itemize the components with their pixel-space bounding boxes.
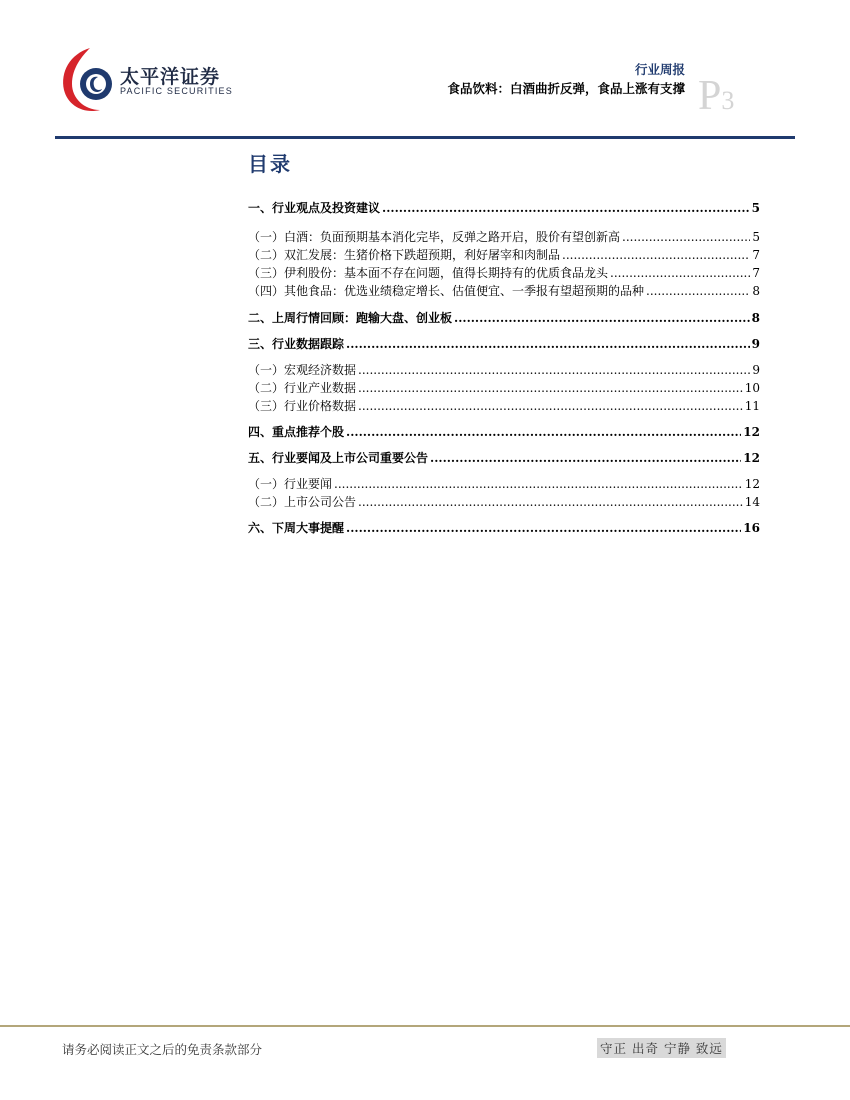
toc-entry[interactable] [248, 398, 760, 414]
toc-entry-page: 11 [744, 399, 760, 413]
logo-english-name: PACIFIC SECURITIES [120, 86, 233, 96]
toc-entry-number: （一） [248, 230, 285, 244]
toc-entry-label: 行业观点及投资建议 [272, 201, 381, 215]
header-divider [55, 136, 795, 139]
footer-disclaimer: 请务必阅读正文之后的免责条款部分 [62, 1042, 263, 1057]
page-number: 3 [721, 86, 735, 115]
logo-chinese-name: 太平洋证券 [120, 66, 221, 88]
toc-entry[interactable] [248, 200, 760, 216]
toc-entry-label: 上市公司公告 [284, 495, 357, 509]
toc-leader-dots [334, 476, 743, 492]
toc-entry-page: 8 [751, 311, 760, 325]
toc-entry-page: 9 [752, 363, 760, 377]
toc-entry[interactable] [248, 494, 760, 510]
toc-entry-label: 行业产业数据 [284, 381, 357, 395]
toc-entry-label: 双汇发展：生猪价格下跌超预期，利好屠宰和肉制品 [284, 248, 561, 262]
toc-leader-dots [358, 362, 750, 378]
toc-entry-page: 5 [751, 201, 760, 215]
toc-entry-page: 5 [752, 230, 760, 244]
report-type: 行业周报 [634, 62, 685, 77]
toc-entry-label: 行业要闻及上市公司重要公告 [272, 451, 429, 465]
toc-entry-page: 8 [752, 284, 760, 298]
toc-entry-label: 行业要闻 [284, 477, 333, 491]
toc-entry-number: 六、 [248, 521, 273, 535]
toc-entry[interactable] [248, 476, 760, 492]
toc-entry-label: 上周行情回顾：跑输大盘、创业板 [272, 311, 453, 325]
company-logo-icon [60, 46, 116, 114]
toc-entry-page: 16 [743, 521, 760, 535]
toc-entry[interactable] [248, 265, 760, 281]
toc-entry-number: （四） [248, 284, 285, 298]
toc-entry[interactable] [248, 283, 760, 299]
toc-entry-number: （一） [248, 477, 285, 491]
toc-entry-number: 一、 [248, 201, 273, 215]
toc-entry[interactable] [248, 247, 760, 263]
toc-entry-page: 10 [744, 381, 760, 395]
toc-entry-number: （二） [248, 248, 285, 262]
toc-leader-dots [358, 380, 743, 396]
footer-motto: 守正 出奇 宁静 致远 [597, 1038, 726, 1058]
toc-entry-label: 其他食品：优选业绩稳定增长、估值便宜、一季报有望超预期的品种 [284, 284, 645, 298]
toc-entry[interactable] [248, 450, 760, 466]
toc-entry-number: （三） [248, 266, 285, 280]
footer-divider [0, 1025, 850, 1027]
toc-entry-number: 二、 [248, 311, 273, 325]
toc-leader-dots [430, 450, 741, 466]
toc-leader-dots [622, 229, 750, 245]
toc-entry-number: 四、 [248, 425, 273, 439]
toc-leader-dots [646, 283, 750, 299]
toc-leader-dots [346, 520, 741, 536]
page-letter: P [698, 73, 722, 119]
toc-leader-dots [382, 200, 750, 216]
toc-entry-page: 12 [743, 451, 760, 465]
toc-entry-number: 三、 [248, 337, 273, 351]
toc-entry[interactable] [248, 362, 760, 378]
toc-entry[interactable] [248, 424, 760, 440]
toc-entry-number: （二） [248, 495, 285, 509]
toc-leader-dots [358, 494, 743, 510]
toc-leader-dots [610, 265, 750, 281]
toc-entry-page: 12 [743, 425, 760, 439]
toc-entry-page: 7 [752, 266, 760, 280]
toc-entry[interactable] [248, 229, 760, 245]
toc-entry-page: 9 [751, 337, 760, 351]
toc-title: 目录 [248, 152, 292, 176]
toc-entry-label: 重点推荐个股 [272, 425, 345, 439]
toc-entry[interactable] [248, 336, 760, 352]
toc-entry-label: 行业价格数据 [284, 399, 357, 413]
report-title: 食品饮料：白酒曲折反弹，食品上涨有支撑 [447, 81, 685, 96]
toc-entry-page: 12 [744, 477, 760, 491]
toc-entry-label: 白酒：负面预期基本消化完毕，反弹之路开启，股价有望创新高 [284, 230, 621, 244]
toc-entry-label: 伊利股份：基本面不存在问题，值得长期持有的优质食品龙头 [284, 266, 609, 280]
toc-leader-dots [358, 398, 743, 414]
toc-entry-number: （二） [248, 381, 285, 395]
toc-entry-page: 7 [752, 248, 760, 262]
toc-entry-label: 宏观经济数据 [284, 363, 357, 377]
toc-entry-label: 下周大事提醒 [272, 521, 345, 535]
toc-entry-number: （三） [248, 399, 285, 413]
toc-leader-dots [346, 424, 741, 440]
toc-entry-page: 14 [744, 495, 760, 509]
toc-leader-dots [454, 310, 750, 326]
toc-entry[interactable] [248, 520, 760, 536]
toc-entry[interactable] [248, 380, 760, 396]
toc-entry[interactable] [248, 310, 760, 326]
toc-leader-dots [346, 336, 750, 352]
toc-leader-dots [562, 247, 750, 263]
toc-entry-number: 五、 [248, 451, 273, 465]
toc-entry-number: （一） [248, 363, 285, 377]
toc-entry-label: 行业数据跟踪 [272, 337, 345, 351]
page-number-mark [698, 72, 734, 120]
